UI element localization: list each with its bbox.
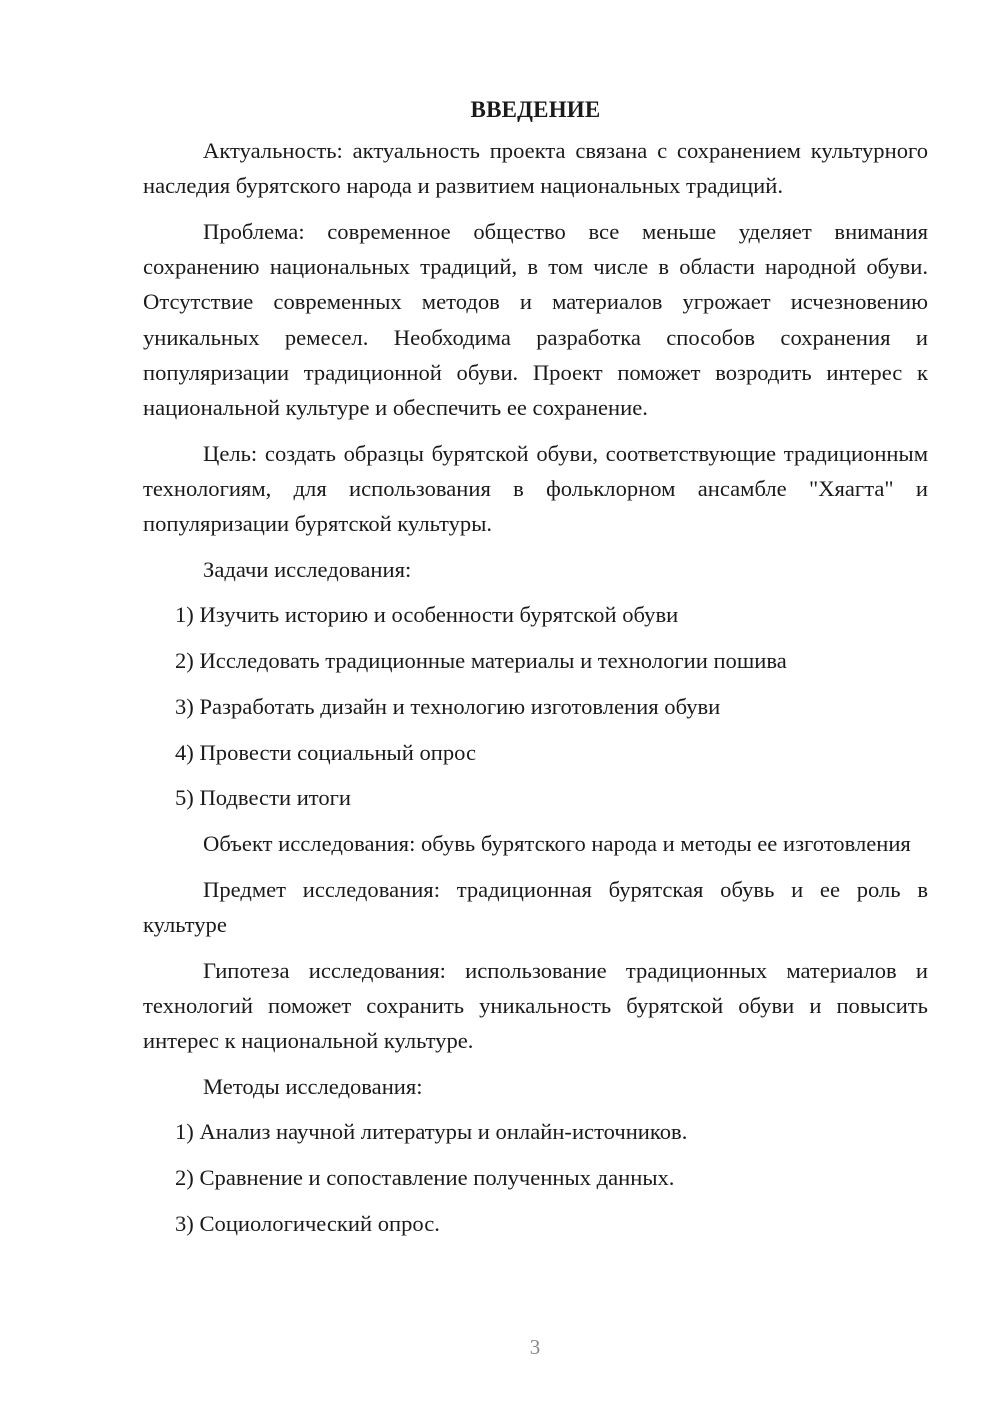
tasks-label: Задачи исследования: <box>203 556 412 582</box>
task-item: 1) Изучить историю и особенности бурятской обуви <box>175 602 679 628</box>
section-heading: ВВЕДЕНИЕ <box>470 97 601 122</box>
page-number: 3 <box>529 1335 541 1359</box>
task-item: 3) Разработать дизайн и технологию изготовления обуви <box>175 693 721 719</box>
methods-list <box>143 1114 928 1241</box>
method-item: 3) Социологический опрос. <box>175 1210 440 1236</box>
methods-label: Методы исследования: <box>203 1073 423 1099</box>
goal-paragraph: Цель: создать образцы бурятской обуви, соответствующие традиционным технологиям, для использования в фольклорном ансамбле "Хяагта" и популяризации бурятской культуры. <box>143 440 928 537</box>
task-item: 2) Исследовать традиционные материалы и технологии пошива <box>175 648 787 674</box>
relevance-paragraph: Актуальность: актуальность проекта связана с сохранением культурного наследия бурятского народа и развитием национальных традиций. <box>143 138 928 199</box>
problem-paragraph: Проблема: современное общество все меньше уделяет внимания сохранению национальных традиций, в том числе в области народной обуви. Отсутствие современных методов и материалов угрожает исчезновению уникальных ремесел. Необходима разработка способов сохранения и популяризации традиционной обуви. Проект поможет возродить интерес к национальной культуре и обеспечить ее сохранение. <box>143 218 928 420</box>
task-item: 5) Подвести итоги <box>175 785 352 811</box>
subject-paragraph: Предмет исследования: традиционная бурятская обувь и ее роль в культуре <box>143 876 928 937</box>
method-item: 2) Сравнение и сопоставление полученных данных. <box>175 1165 675 1191</box>
task-item: 4) Провести социальный опрос <box>175 739 477 765</box>
method-item: 1) Анализ научной литературы и онлайн-источников. <box>175 1119 688 1145</box>
document-body <box>143 92 928 1251</box>
hypothesis-paragraph: Гипотеза исследования: использование традиционных материалов и технологий поможет сохранить уникальность бурятской обуви и повысить интерес к национальной культуре. <box>143 957 928 1053</box>
tasks-list <box>143 597 928 815</box>
object-paragraph: Объект исследования: обувь бурятского народа и методы ее изготовления <box>203 830 911 856</box>
